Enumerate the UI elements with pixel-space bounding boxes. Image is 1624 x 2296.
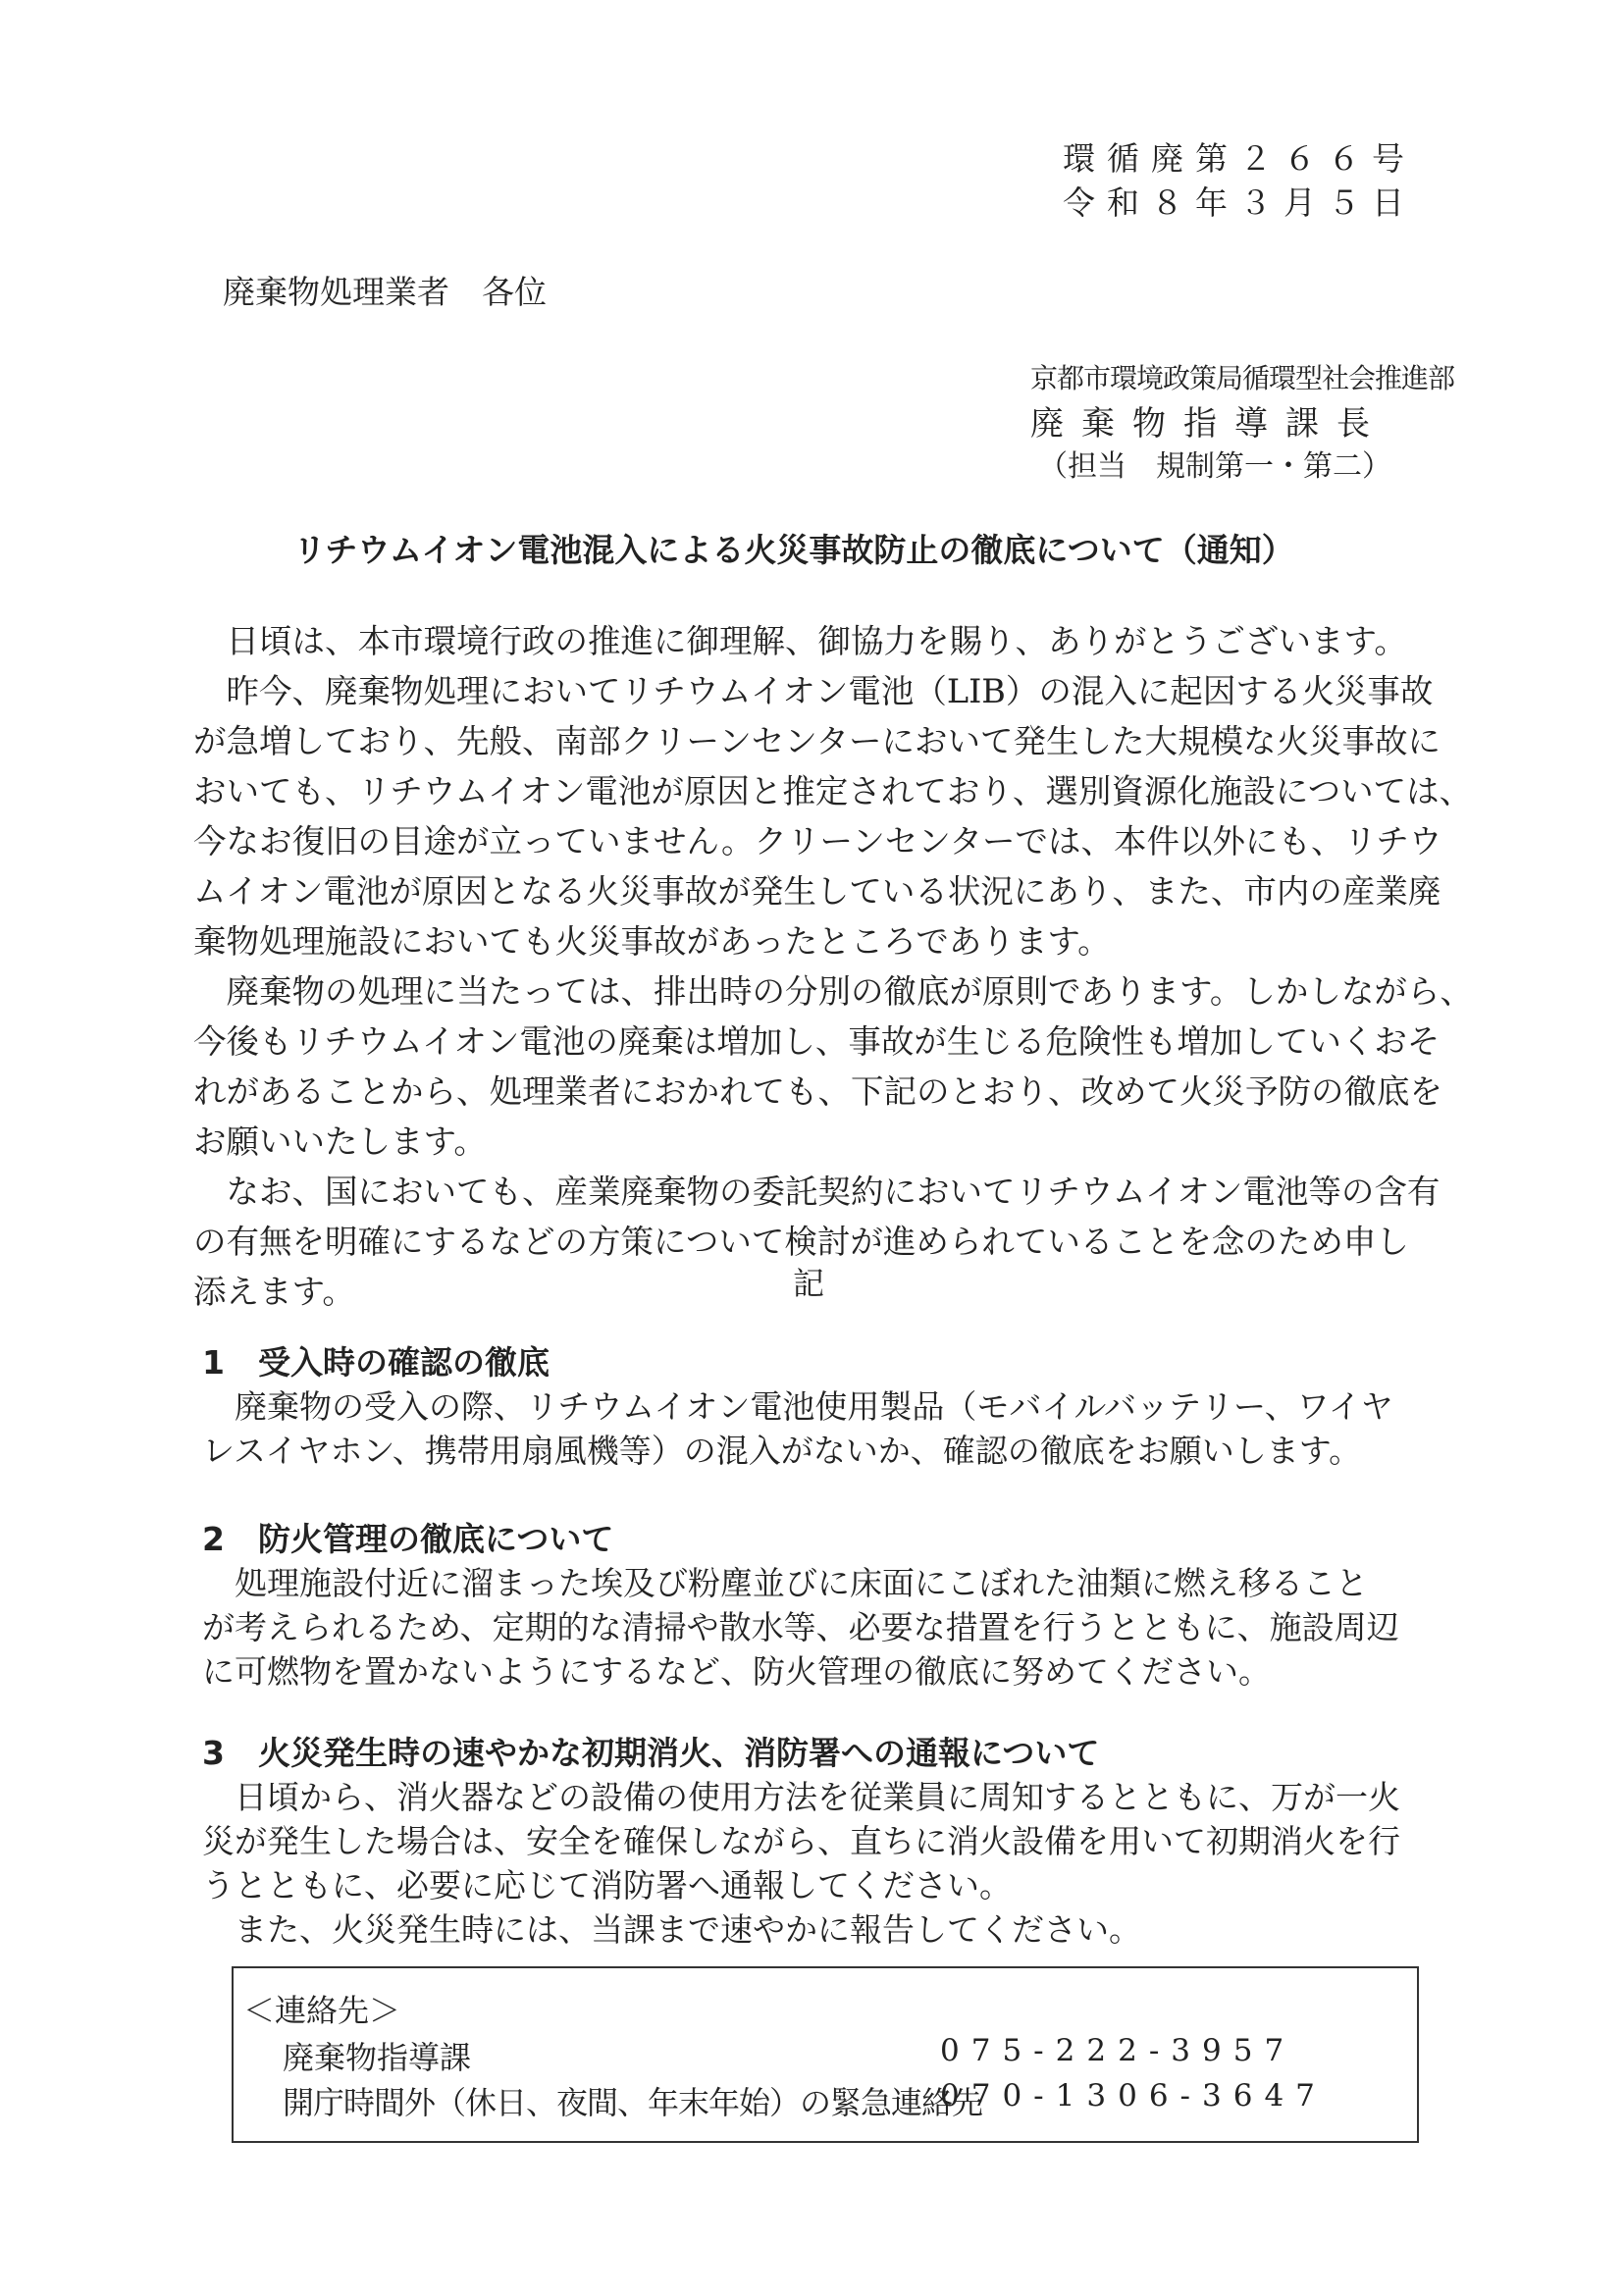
section-number: 2 [202, 1520, 225, 1558]
sender-department: 京都市環境政策局循環型社会推進部 [1030, 362, 1455, 394]
ki-heading: 記 [793, 1265, 825, 1302]
addressee: 廃棄物処理業者 各位 [223, 273, 547, 311]
section-line: 処理施設付近に溜まった埃及び粉塵並びに床面にこぼれた油類に燃え移ること [202, 1564, 1368, 1602]
body-line: なお、国においても、産業廃棄物の委託契約においてリチウムイオン電池等の含有 [193, 1173, 1441, 1211]
section-number: 3 [202, 1734, 225, 1772]
sender-title: 廃棄物指導課長 [1030, 404, 1388, 444]
body-line: 日頃は、本市環境行政の推進に御理解、御協力を賜り、ありがとうございます。 [193, 622, 1407, 660]
body-line: ムイオン電池が原因となる火災事故が発生している状況にあり、また、市内の産業廃 [193, 872, 1441, 911]
section-line: 廃棄物の受入の際、リチウムイオン電池使用製品（モバイルバッテリー、ワイヤ [202, 1387, 1393, 1426]
document-date: 令和８年３月５日 [1063, 183, 1416, 222]
section-line: に可燃物を置かないようにするなど、防火管理の徹底に努めてください。 [202, 1652, 1271, 1691]
body-line: れがあることから、処理業者におかれても、下記のとおり、改めて火災予防の徹底を [193, 1072, 1442, 1111]
body-line: の有無を明確にするなどの方策について検討が進められていることを念のため申し [193, 1223, 1409, 1261]
contact-label: 廃棄物指導課 [283, 2039, 472, 2076]
body-line: 添えます。 [193, 1273, 355, 1311]
body-line: 今なお復旧の目途が立っていません。クリーンセンターでは、本件以外にも、リチウ [193, 822, 1442, 861]
section-line: また、火災発生時には、当課まで速やかに報告してください。 [202, 1910, 1141, 1949]
section-line: 日頃から、消火器などの設備の使用方法を従業員に周知するとともに、万が一火 [202, 1778, 1400, 1816]
section-heading [202, 1517, 1399, 1561]
section-3 [202, 1731, 1400, 1952]
section-1 [202, 1340, 1393, 1473]
body-line: おいても、リチウムイオン電池が原因と推定されており、選別資源化施設については、 [193, 772, 1473, 810]
body-text [193, 616, 1473, 1317]
document-number: 環循廃第２６６号 [1063, 139, 1416, 178]
section-number: 1 [202, 1343, 225, 1382]
body-line: 棄物処理施設においても火災事故があったところであります。 [193, 922, 1111, 961]
body-line: 今後もリチウムイオン電池の廃棄は増加し、事故が生じる危険性も増加していくおそ [193, 1022, 1441, 1061]
contact-phone: 075-222-3957 [940, 2033, 1296, 2068]
contact-box [232, 1966, 1419, 2143]
body-line: 廃棄物の処理に当たっては、排出時の分別の徹底が原則であります。しかしながら、 [193, 972, 1473, 1011]
section-title: 火災発生時の速やかな初期消火、消防署への通報について [258, 1734, 1100, 1772]
body-line: お願いいたします。 [193, 1122, 487, 1161]
contact-label: 開庁時間外（休日、夜間、年末年始）の緊急連絡先 [283, 2084, 983, 2121]
section-title: 防火管理の徹底について [258, 1520, 614, 1558]
section-2 [202, 1517, 1399, 1694]
section-title: 受入時の確認の徹底 [258, 1343, 550, 1382]
document-title: リチウムイオン電池混入による火災事故防止の徹底について（通知） [293, 531, 1294, 569]
section-line: 災が発生した場合は、安全を確保しながら、直ちに消火設備を用いて初期消火を行 [202, 1822, 1400, 1860]
section-line: うとともに、必要に応じて消防署へ通報してください。 [202, 1866, 1012, 1905]
body-line: が急増しており、先般、南部クリーンセンターにおいて発生した大規模な火災事故に [193, 722, 1441, 760]
section-line: レスイヤホン、携帯用扇風機等）の混入がないか、確認の徹底をお願いします。 [202, 1432, 1362, 1470]
contact-heading: ＜連絡先＞ [243, 1992, 401, 2029]
body-line: 昨今、廃棄物処理においてリチウムイオン電池（LIB）の混入に起因する火災事故 [193, 672, 1434, 710]
section-heading [202, 1731, 1400, 1775]
contact-phone: 070-1306-3647 [940, 2078, 1327, 2113]
section-heading [202, 1340, 1393, 1384]
section-line: が考えられるため、定期的な清掃や散水等、必要な措置を行うとともに、施設周辺 [202, 1608, 1399, 1646]
contact-person: （担当 規制第一・第二） [1038, 449, 1391, 484]
